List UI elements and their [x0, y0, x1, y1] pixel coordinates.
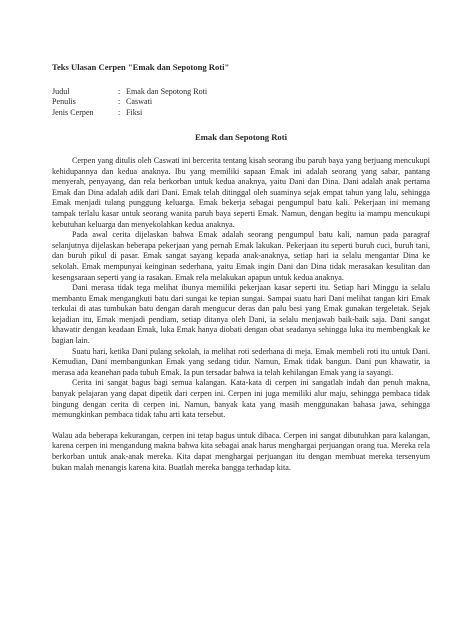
meta-value: Fiksi — [126, 107, 143, 117]
meta-key: Jenis Cerpen — [52, 107, 94, 117]
closing-paragraph: Walau ada beberapa kekurangan, cerpen ini tetap bagus untuk dibaca. Cerpen ini sangat dibutuhkan para kalangan, karena cerpen ini mengandung makna bahwa kita sebagai anak harus menghargai perjuangan orang tua. Mereka rela berkorban untuk anak-anak mereka. Kita dapat menghargai perjuangan itu dengan membuat mereka tersenyum bukan malah menangis karena kita. Buatlah mereka bangga terhadap kita. — [52, 430, 430, 472]
metadata-block — [52, 87, 430, 119]
story-title: Emak dan Sepotong Roti — [195, 132, 287, 143]
meta-separator: : — [118, 86, 121, 96]
meta-separator: : — [118, 107, 121, 117]
body-paragraph: Pada awal cerita dijelaskan bahwa Emak adalah seorang pengumpul batu kali, namun pada paragraf selanjutnya dijelaskan beberapa pekerjaan yang pernah Emak lakukan. Pekerjaan itu seperti buruh cuci, buruh tani, dan buruh pikul di pasar. Emak sangat sayang kepada anak-anaknya, setiap hari ia selalu mengantar Dina ke sekolah. Emak mempunyai keinginan sederhana, yaitu Emak ingin Dani dan Dina tidak merasakan kesulitan dan kesengsaraan seperti yang ia rasakan. Emak rela melakukan apapun untuk kedua anaknya. — [52, 230, 430, 282]
meta-value: Emak dan Sepotong Roti — [126, 86, 208, 96]
body-paragraph: Cerpen yang ditulis oleh Caswati ini bercerita tentang kisah seorang ibu paruh baya yang berjuang mencukupi kehidupannya dan kedua anaknya. Ibu yang memiliki sapaan Emak ini adalah seorang yang sabar, pantang menyerah, penyayang, dan rela berkorban untuk kedua anaknya, yaitu Dani dan Dina. Dani adalah anak pertama Emak dan Dina adalah adik dari Dani. Emak telah ditinggal oleh suaminya sejak empat tahun yang lalu, sehingga Emak menjadi tulang punggung keluarga. Emak bekerja sebagai pengumpul batu kali. Pekerjaan ini memang tampak terlalu kasar untuk seorang wanita paruh baya seperti Emak. Namun, dengan begitu ia mampu mencukupi kebutuhan keluarga dan menyekolahkan kedua anaknya. — [52, 155, 430, 229]
body-paragraph: Cerita ini sangat bagus bagi semua kalangan. Kata-kata di cerpen ini sangatlah indah dan penuh makna, banyak pelajaran yang dapat dipetik dari cerpen ini. Cerpen ini juga memiliki alur maju, sehingga pembaca tidak bingung dengan cerita di cerpen ini. Namun, banyak kata yang masih menggunakan bahasa jawa, sehingga memungkinkan pembaca tidak tahu arti kata tersebut. — [52, 378, 430, 420]
meta-value: Caswati — [126, 97, 153, 107]
meta-row-title — [52, 87, 430, 98]
document-heading: Teks Ulasan Cerpen "Emak dan Sepotong Roti" — [52, 62, 230, 72]
meta-key: Penulis — [52, 97, 76, 107]
body-paragraph: Dani merasa tidak tega melihat ibunya memiliki pekerjaan kasar seperti itu. Setiap hari Minggu ia selalu membantu Emak mengangkuti batu dari sungai ke tepian sungai. Sampai suatu hari Dani melihat tangan kiri Emak terkulai di atas tumbukan batu dengan darah mengucur deras dan palu besi yang Emak gunakan tergeletak. Sejak kejadian itu, Emak menjadi pendiam, setiap ditanya oleh Dani, ia selalu menjawab baik-baik saja. Dani sangat khawatir dengan keadaan Emak, luka Emak hanya diobati dengan obat seadanya sehingga luka itu membengkak ke bagian lain. — [52, 283, 430, 346]
meta-row-genre — [52, 108, 430, 119]
body-paragraph: Suatu hari, ketika Dani pulang sekolah, ia melihat roti sederhana di meja. Emak membeli roti itu untuk Dani. Kemudian, Dani membangunkan Emak yang sedang tidur. Namun, Emak tidak bangun. Dani pun khawatir, ia merasa ada keanehan pada tubuh Emak. Ia pun tersadar bahwa ia telah kehilangan Emak yang ia sayangi. — [52, 346, 430, 377]
meta-separator: : — [118, 97, 121, 107]
meta-key: Judul — [52, 86, 70, 96]
meta-row-author — [52, 97, 430, 108]
